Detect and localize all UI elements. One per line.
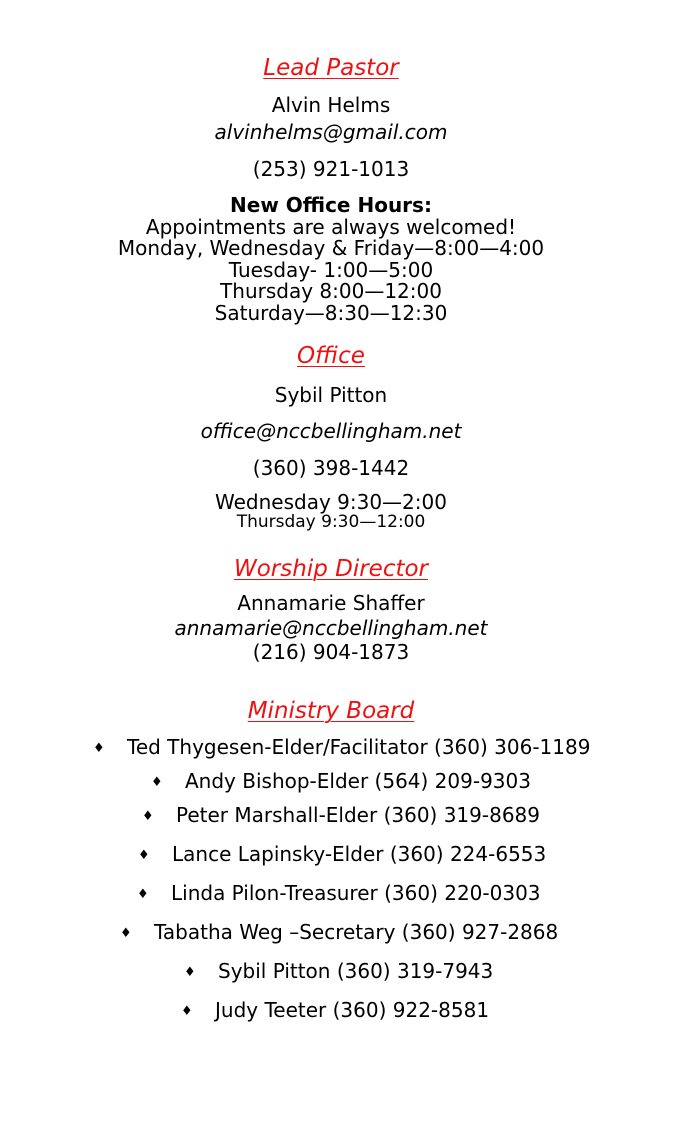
office-heading: Office <box>297 343 365 369</box>
office-hours-title: New Office Hours: <box>230 193 432 217</box>
office-hours-line: Tuesday- 1:00—5:00 <box>228 258 434 282</box>
lead-pastor-phone: (253) 921-1013 <box>252 157 410 181</box>
office-hours-line: Wednesday 9:30—2:00 <box>215 490 447 514</box>
board-member: Judy Teeter (360) 922-8581 <box>215 998 490 1022</box>
diamond-bullet-icon: ♦ <box>120 926 132 941</box>
diamond-bullet-icon: ♦ <box>93 741 105 756</box>
worship-director-phone: (216) 904-1873 <box>252 640 410 664</box>
board-member: Andy Bishop-Elder (564) 209-9303 <box>185 769 531 793</box>
board-member: Lance Lapinsky-Elder (360) 224-6553 <box>172 842 547 866</box>
office-email[interactable]: office@nccbellingham.net <box>200 419 462 443</box>
board-member: Sybil Pitton (360) 319-7943 <box>218 959 494 983</box>
lead-pastor-email[interactable]: alvinhelms@gmail.com <box>214 120 448 144</box>
diamond-bullet-icon: ♦ <box>138 848 150 863</box>
worship-director-email[interactable]: annamarie@nccbellingham.net <box>174 616 488 640</box>
office-hours-line: Thursday 9:30—12:00 <box>236 512 426 532</box>
board-member: Linda Pilon-Treasurer (360) 220-0303 <box>171 881 541 905</box>
office-name: Sybil Pitton <box>274 383 388 407</box>
office-hours-line: Thursday 8:00—12:00 <box>220 279 442 303</box>
ministry-board-heading: Ministry Board <box>247 698 415 724</box>
diamond-bullet-icon: ♦ <box>137 887 149 902</box>
office-hours-line: Appointments are always welcomed! <box>145 215 517 239</box>
worship-director-name: Annamarie Shaffer <box>237 591 425 615</box>
diamond-bullet-icon: ♦ <box>181 1004 193 1019</box>
diamond-bullet-icon: ♦ <box>184 965 196 980</box>
office-hours-line: Saturday—8:30—12:30 <box>214 301 448 325</box>
lead-pastor-name: Alvin Helms <box>271 93 391 117</box>
worship-director-heading: Worship Director <box>233 556 429 582</box>
diamond-bullet-icon: ♦ <box>151 775 163 790</box>
lead-pastor-heading: Lead Pastor <box>263 55 399 81</box>
office-phone: (360) 398-1442 <box>252 456 410 480</box>
diamond-bullet-icon: ♦ <box>142 809 154 824</box>
board-member: Ted Thygesen-Elder/Facilitator (360) 306-1189 <box>127 735 591 759</box>
office-hours-line: Monday, Wednesday & Friday—8:00—4:00 <box>117 236 545 260</box>
board-member: Peter Marshall-Elder (360) 319-8689 <box>176 803 540 827</box>
board-member: Tabatha Weg –Secretary (360) 927-2868 <box>154 920 559 944</box>
